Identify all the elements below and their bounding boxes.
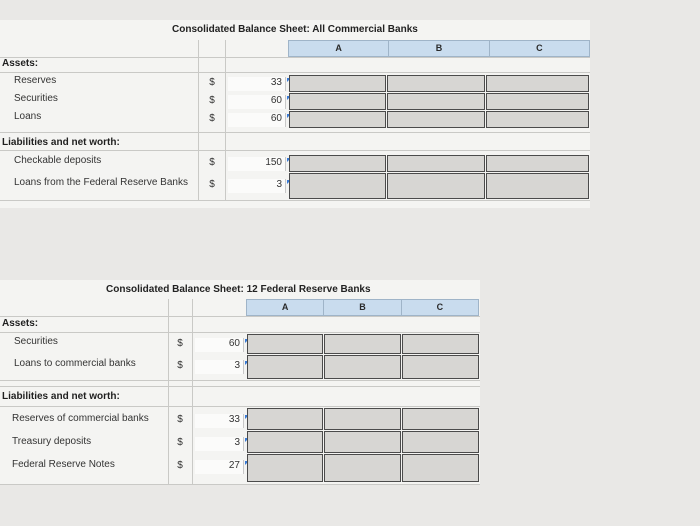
table1-col-c: C — [489, 41, 589, 56]
table1-assets-heading: Assets: — [2, 58, 39, 69]
table2-input-loans-a[interactable] — [247, 355, 323, 379]
table2-asset-value: 60 — [195, 338, 244, 352]
table2-liability-value: 33 — [195, 414, 244, 428]
table1-divider — [225, 40, 226, 200]
table1-input-loans-c[interactable] — [486, 111, 589, 128]
table1-input-checkable-c[interactable] — [486, 155, 589, 172]
table1-col-a: A — [335, 43, 342, 53]
table1-asset-value: 33 — [228, 77, 286, 91]
table1-asset-value: 60 — [228, 95, 286, 109]
table1-liability-dollar: $ — [209, 157, 215, 168]
table2-input-reserves-b[interactable] — [324, 408, 401, 430]
table1-input-loans-a[interactable] — [289, 111, 386, 128]
table2-asset-dollar: $ — [177, 360, 183, 371]
table2-liability-value: 27 — [195, 460, 244, 474]
table1-liability-value: 3 — [228, 179, 286, 193]
table2-divider — [168, 299, 169, 484]
table2-input-securities-c[interactable] — [402, 334, 479, 354]
table2-liability-label: Treasury deposits — [12, 436, 92, 447]
table2-input-loans-b[interactable] — [324, 355, 401, 379]
table1-liabilities-heading: Liabilities and net worth: — [2, 137, 120, 148]
table2-col-c: C — [401, 300, 478, 315]
table2-column-header — [246, 299, 479, 316]
table2-divider — [0, 386, 480, 387]
table1-asset-dollar: $ — [209, 77, 215, 88]
table2-liability-label: Federal Reserve Notes — [12, 459, 115, 470]
table2-input-notes-b[interactable] — [324, 454, 401, 482]
table2-input-reserves-a[interactable] — [247, 408, 323, 430]
table1-input-securities-b[interactable] — [387, 93, 485, 110]
table2-liability-label: Reserves of commercial banks — [12, 413, 149, 424]
table2-divider — [192, 299, 193, 484]
table1-input-checkable-a[interactable] — [289, 155, 386, 172]
table2-divider — [0, 316, 480, 317]
table1-liability-label: Loans from the Federal Reserve Banks — [14, 177, 188, 188]
table2-input-treasury-a[interactable] — [247, 431, 323, 453]
table2-asset-dollar: $ — [177, 338, 183, 349]
table2-col-a: A — [281, 302, 289, 312]
table2-liability-dollar: $ — [177, 437, 183, 448]
table1-asset-value: 60 — [228, 113, 286, 127]
table2-input-securities-a[interactable] — [247, 334, 323, 354]
table1-divider — [198, 40, 199, 200]
table1-divider — [0, 132, 590, 133]
table2-input-notes-c[interactable] — [402, 454, 479, 482]
table1-col-b: B — [388, 41, 488, 56]
table1-asset-dollar: $ — [209, 113, 215, 124]
table1-input-reserves-c[interactable] — [486, 75, 589, 92]
table1-asset-label: Securities — [14, 93, 58, 104]
table1-liability-dollar: $ — [209, 179, 215, 190]
table1-asset-label: Reserves — [14, 75, 57, 86]
table1-input-checkable-b[interactable] — [387, 155, 485, 172]
table1-divider — [0, 57, 590, 58]
table2-liabilities-heading: Liabilities and net worth: — [2, 391, 120, 402]
table1-liability-label: Checkable deposits — [14, 155, 102, 166]
table1-input-securities-c[interactable] — [486, 93, 589, 110]
table2-asset-value: 3 — [195, 360, 244, 374]
table1-input-fedloans-b[interactable] — [387, 173, 485, 199]
table1-asset-label: Loans — [14, 111, 42, 122]
table1-input-loans-b[interactable] — [387, 111, 485, 128]
table2-col-b: B — [323, 300, 400, 315]
table1-divider — [0, 72, 590, 73]
table2-divider — [0, 406, 480, 407]
table1-liability-value: 150 — [228, 157, 286, 171]
table2-liability-dollar: $ — [177, 460, 183, 471]
table2-input-reserves-c[interactable] — [402, 408, 479, 430]
table1-divider — [0, 150, 590, 151]
table2-asset-label: Securities — [14, 336, 58, 347]
table1-input-securities-a[interactable] — [289, 93, 386, 110]
table1-title: Consolidated Balance Sheet: All Commercial Banks — [172, 24, 418, 35]
table2-input-treasury-c[interactable] — [402, 431, 479, 453]
table1-input-reserves-a[interactable] — [289, 75, 386, 92]
table2-divider — [0, 332, 480, 333]
table1-divider — [0, 200, 590, 201]
table2-input-notes-a[interactable] — [247, 454, 323, 482]
table2-input-securities-b[interactable] — [324, 334, 401, 354]
table1-input-fedloans-a[interactable] — [289, 173, 386, 199]
table2-input-treasury-b[interactable] — [324, 431, 401, 453]
table2-asset-label: Loans to commercial banks — [14, 358, 136, 369]
table2-liability-value: 3 — [195, 437, 244, 451]
table1-column-header — [288, 40, 590, 57]
table1-input-fedloans-c[interactable] — [486, 173, 589, 199]
table1-asset-dollar: $ — [209, 95, 215, 106]
table2-divider — [0, 380, 480, 381]
table1-input-reserves-b[interactable] — [387, 75, 485, 92]
table2-input-loans-c[interactable] — [402, 355, 479, 379]
table2-title: Consolidated Balance Sheet: 12 Federal Reserve Banks — [106, 284, 371, 295]
table2-divider — [0, 484, 480, 485]
table2-assets-heading: Assets: — [2, 318, 39, 329]
table2-liability-dollar: $ — [177, 414, 183, 425]
